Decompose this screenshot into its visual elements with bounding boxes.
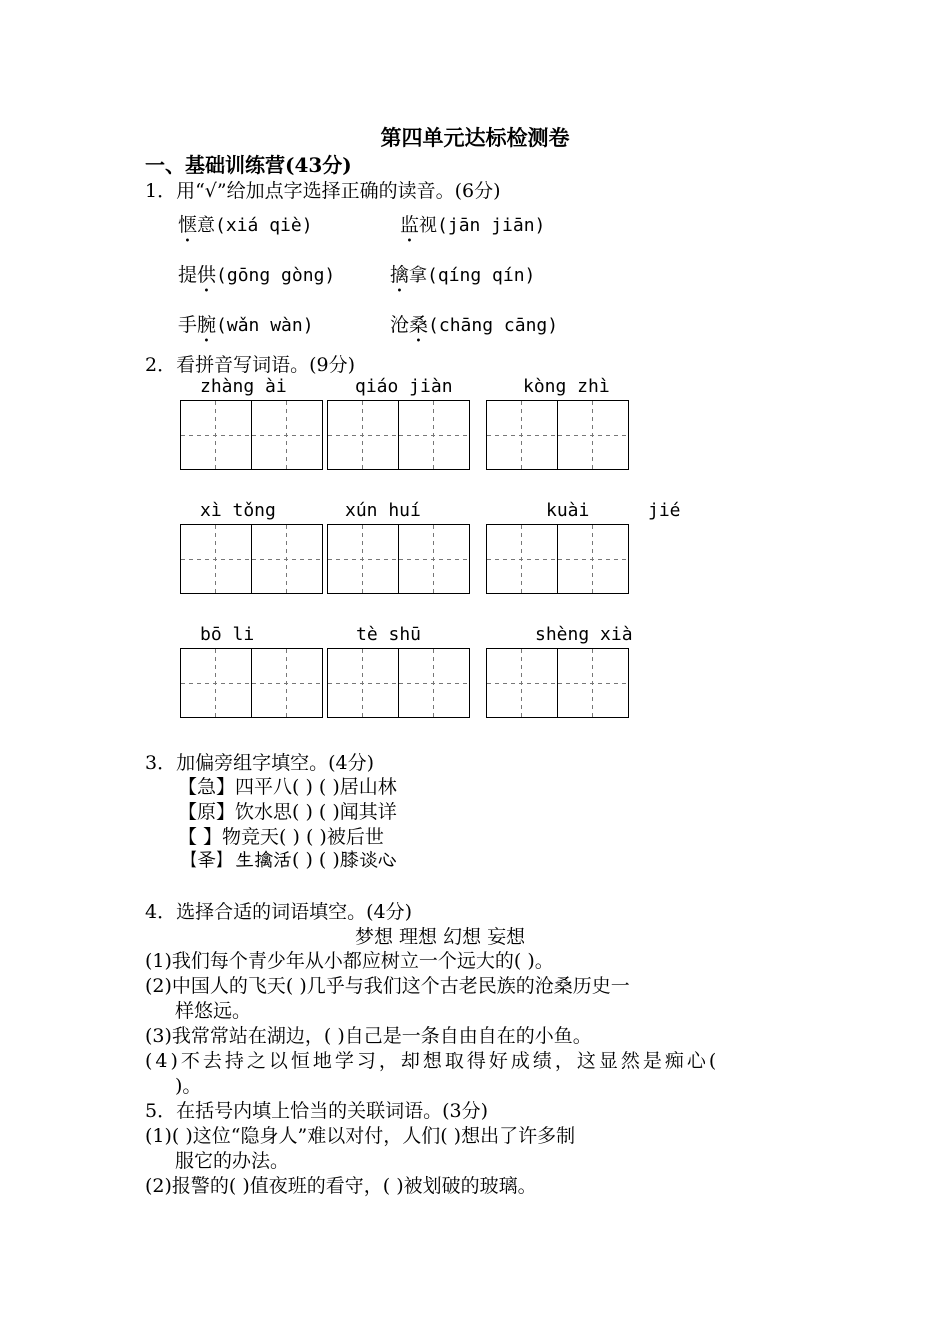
- grid-cell[interactable]: [181, 649, 252, 717]
- writing-grid[interactable]: [180, 524, 323, 594]
- grid-cell[interactable]: [487, 525, 558, 593]
- grid-cell[interactable]: [558, 525, 629, 593]
- question-3-prompt: 3．加偏旁组字填空。(4分): [145, 752, 375, 774]
- grid-cell[interactable]: [558, 649, 629, 717]
- q1-item-2: 监视(jān jiān): [400, 214, 546, 236]
- writing-grid[interactable]: [327, 524, 470, 594]
- grid-cell[interactable]: [252, 649, 323, 717]
- grid-cell[interactable]: [181, 525, 252, 593]
- pinyin-label: jié: [648, 500, 681, 521]
- writing-grid[interactable]: [180, 400, 323, 470]
- question-4-prompt: 4．选择合适的词语填空。(4分): [145, 901, 413, 923]
- q1-item-1: 惬意(xiá qiè): [178, 214, 313, 236]
- pinyin-label: xì tǒng: [200, 500, 276, 521]
- q4-line: (1)我们每个青少年从小都应树立一个远大的( )。: [145, 950, 554, 972]
- q1-item-4: 擒拿(qíng qín): [390, 264, 536, 286]
- pinyin-label: zhàng ài: [200, 376, 287, 397]
- pinyin-label: shèng xià: [535, 624, 633, 645]
- q4-line: )。: [175, 1075, 202, 1097]
- pinyin-label: tè shū: [356, 624, 422, 645]
- grid-cell[interactable]: [558, 401, 629, 469]
- q1-item-5: 手腕(wǎn wàn): [178, 314, 314, 336]
- q4-line: (4)不去持之以恒地学习，却想取得好成绩，这显然是痴心(: [145, 1050, 720, 1072]
- q4-line: 样悠远。: [175, 1000, 252, 1022]
- q1-item-6: 沧桑(chāng cāng): [390, 314, 559, 336]
- grid-cell[interactable]: [328, 401, 399, 469]
- grid-cell[interactable]: [487, 649, 558, 717]
- question-5-prompt: 5．在括号内填上恰当的关联词语。(3分): [145, 1100, 489, 1122]
- word-bank: 梦想 理想 幻想 妄想: [355, 926, 526, 948]
- section-heading: 一、基础训练营(43分): [145, 153, 352, 177]
- q3-line: 【 】物竞天( ) ( )被后世: [178, 826, 384, 848]
- q5-line: (2)报警的( )值夜班的看守，( )被划破的玻璃。: [145, 1175, 537, 1197]
- pinyin-label: kuài: [546, 500, 590, 521]
- pinyin-label: kòng zhì: [523, 376, 610, 397]
- writing-grid[interactable]: [180, 648, 323, 718]
- question-2-prompt: 2．看拼音写词语。(9分): [145, 354, 356, 376]
- grid-cell[interactable]: [399, 649, 470, 717]
- q5-line: 服它的办法。: [175, 1150, 290, 1172]
- grid-cell[interactable]: [181, 401, 252, 469]
- writing-grid[interactable]: [486, 524, 629, 594]
- grid-cell[interactable]: [252, 525, 323, 593]
- q3-line: 【急】四平八( ) ( )居山林: [178, 776, 397, 798]
- writing-grid[interactable]: [486, 400, 629, 470]
- grid-cell[interactable]: [399, 401, 470, 469]
- pinyin-label: qiáo jiàn: [355, 376, 453, 397]
- grid-cell[interactable]: [328, 525, 399, 593]
- writing-grid[interactable]: [327, 400, 470, 470]
- q5-line: (1)( )这位“隐身人”难以对付，人们( )想出了许多制: [145, 1125, 576, 1147]
- writing-grid[interactable]: [486, 648, 629, 718]
- question-1-prompt: 1．用“√”给加点字选择正确的读音。(6分): [145, 180, 501, 202]
- pinyin-label: bō li: [200, 624, 255, 645]
- q1-item-3: 提供(gōng gòng): [178, 264, 336, 286]
- grid-cell[interactable]: [399, 525, 470, 593]
- q3-line: 【原】饮水思( ) ( )闻其详: [178, 801, 397, 823]
- grid-cell[interactable]: [328, 649, 399, 717]
- grid-cell[interactable]: [252, 401, 323, 469]
- q3-line: 【𠬤】生擒活( ) ( )膝谈心: [178, 849, 397, 871]
- q4-line: (2)中国人的飞天( )几乎与我们这个古老民族的沧桑历史一: [145, 975, 630, 997]
- page-title: 第四单元达标检测卷: [380, 125, 570, 150]
- grid-cell[interactable]: [487, 401, 558, 469]
- writing-grid[interactable]: [327, 648, 470, 718]
- pinyin-label: xún huí: [345, 500, 421, 521]
- q4-line: (3)我常常站在湖边，( )自己是一条自由自在的小鱼。: [145, 1025, 592, 1047]
